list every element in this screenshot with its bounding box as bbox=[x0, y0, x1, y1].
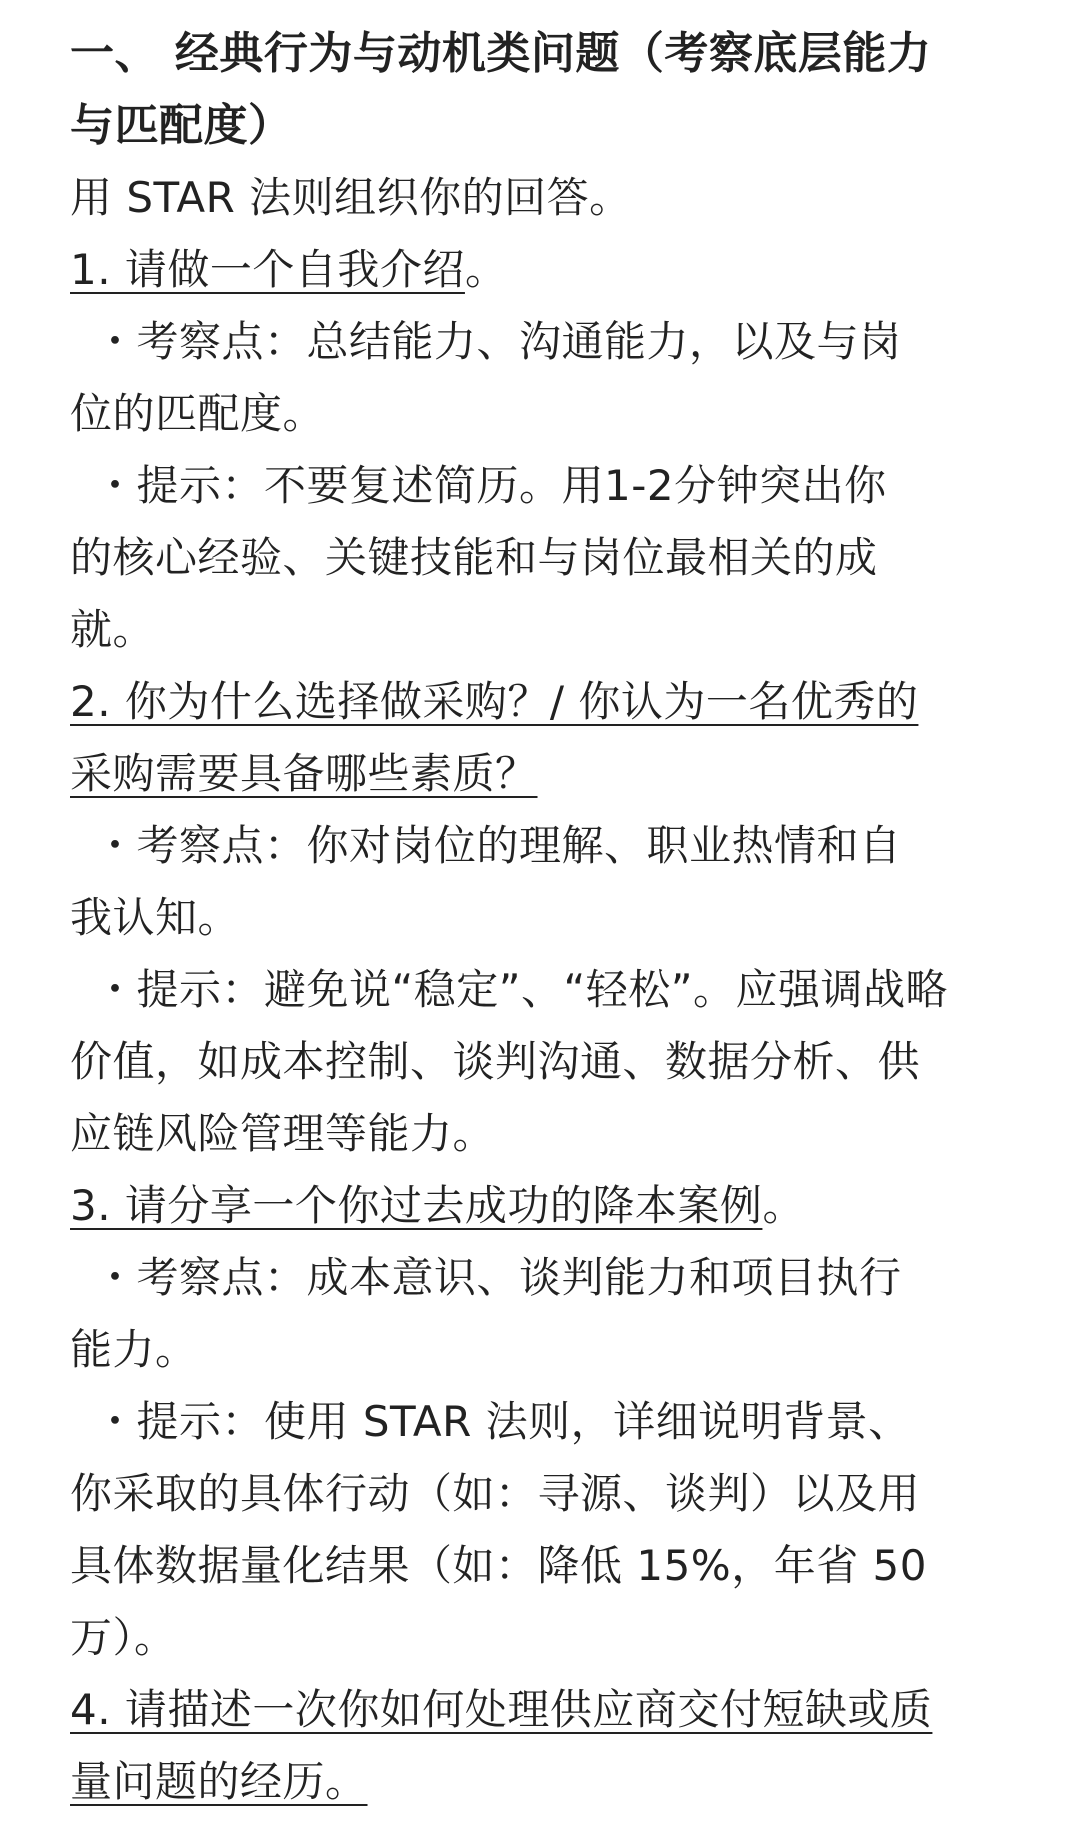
question-3-tip-line3: 具体数据量化结果（如：降低 15%，年省 50 bbox=[70, 1541, 927, 1590]
question-2-title-text-line2: 采购需要具备哪些素质？ bbox=[70, 749, 538, 798]
section-intro: 用 STAR 法则组织你的回答。 bbox=[70, 173, 632, 222]
question-2-title-line1 bbox=[70, 666, 1030, 738]
question-2-title-line2 bbox=[70, 738, 1030, 810]
question-1-title-tail: 。 bbox=[464, 245, 508, 294]
question-2-tip-line1: ・提示：避免说“稳定”、“轻松”。应强调战略 bbox=[94, 965, 949, 1014]
question-2-tip-line2: 价值，如成本控制、谈判沟通、数据分析、供 bbox=[70, 1037, 921, 1086]
question-3-tip-line1: ・提示：使用 STAR 法则，详细说明背景、 bbox=[94, 1397, 911, 1446]
question-1-tip-line1: ・提示：不要复述简历。用1-2分钟突出你 bbox=[94, 461, 887, 510]
question-2-focus-line2: 我认知。 bbox=[70, 893, 241, 942]
question-1-tip-line2: 的核心经验、关键技能和与岗位最相关的成 bbox=[70, 533, 878, 582]
question-3-focus-line1: ・考察点：成本意识、谈判能力和项目执行 bbox=[94, 1253, 902, 1302]
question-1-tip-line3: 就。 bbox=[70, 605, 156, 654]
question-3-focus-line2: 能力。 bbox=[70, 1325, 198, 1374]
section-heading-line2: 与匹配度） bbox=[70, 100, 293, 151]
question-4-title-text-line2: 量问题的经历。 bbox=[70, 1757, 368, 1806]
question-4-title-text-line1: 4. 请描述一次你如何处理供应商交付短缺或质 bbox=[70, 1685, 933, 1734]
question-1-title-text: 1. 请做一个自我介绍 bbox=[70, 245, 465, 294]
question-1-focus-line1: ・考察点：总结能力、沟通能力，以及与岗 bbox=[94, 317, 902, 366]
question-2-tip-line3: 应链风险管理等能力。 bbox=[70, 1109, 496, 1158]
section-heading-line1: 一、 经典行为与动机类问题（考察底层能力 bbox=[70, 28, 932, 79]
question-4-title-line1 bbox=[70, 1674, 1030, 1746]
question-1-title bbox=[70, 234, 1030, 306]
question-3-tip-line4: 万）。 bbox=[70, 1613, 177, 1662]
question-3-title-tail: 。 bbox=[762, 1181, 805, 1230]
question-3-tip-line2: 你采取的具体行动（如：寻源、谈判）以及用 bbox=[70, 1469, 921, 1518]
question-2-title-text-line1: 2. 你为什么选择做采购？/ 你认为一名优秀的 bbox=[70, 677, 919, 726]
question-1-focus-line2: 位的匹配度。 bbox=[70, 389, 326, 438]
question-3-title bbox=[70, 1170, 1030, 1242]
document-body bbox=[70, 18, 1030, 1818]
question-2-focus-line1: ・考察点：你对岗位的理解、职业热情和自 bbox=[94, 821, 902, 870]
question-4-title-line2 bbox=[70, 1746, 1030, 1818]
question-3-title-text: 3. 请分享一个你过去成功的降本案例 bbox=[70, 1181, 763, 1230]
